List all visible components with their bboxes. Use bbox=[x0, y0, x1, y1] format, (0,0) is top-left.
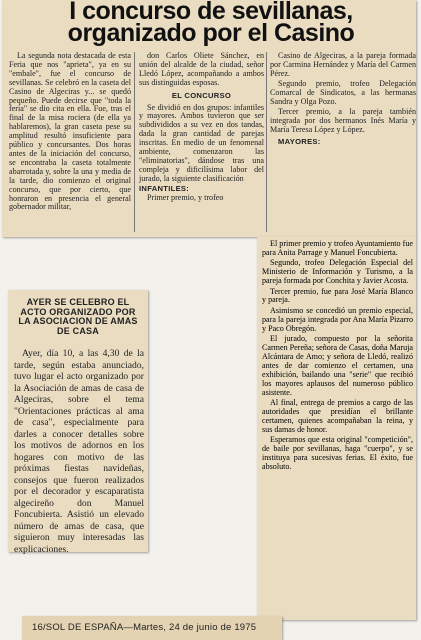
newspaper-footer-text: 16/SOL DE ESPAÑA—Martes, 24 de junio de 1975 bbox=[32, 622, 257, 633]
paragraph: Tercer premio, fue para José María Blanco y pareja. bbox=[262, 286, 413, 305]
article-column-1 bbox=[9, 52, 131, 214]
clipping-body bbox=[14, 348, 144, 555]
article-column-3-continued bbox=[262, 240, 413, 473]
paragraph: Al final, entrega de premios a cargo de las autoridades que presidían el brillante certamen, quienes acompañaban la reina, y sus damas de honor. bbox=[262, 397, 413, 434]
paragraph: Segundo premio, trofeo Delegación Comarcal de Sindicatos, a las hermanas Sandra y Olga Pozo. bbox=[270, 79, 416, 107]
paragraph: Ayer, día 10, a las 4,30 de la tarde, según estaba anunciado, tuvo lugar el acto organizado por la Asociación de amas de casa de Algeciras, sobre el tema "Orientaciones prácticas al ama de casa", especialmente para darles a conocer detalles sobre los motivos de adornos en los hogares con motivo de las próximas fiestas navideñas, consejos que fueron realizados por el decorador y escaparatista algecireño don Manuel Foncubierta. Asistió un elevado número de amas de casa, que siguieron muy interesadas las explicaciones. bbox=[14, 348, 144, 555]
section-heading: EL CONCURSO bbox=[171, 90, 232, 100]
column-divider bbox=[134, 52, 135, 232]
paragraph: El primer premio y trofeo Ayuntamiento fue para Anita Parrage y Manuel Foncubierta. bbox=[262, 239, 413, 257]
paragraph: Esperamos que esta original "competición", de baile por sevillanas, haga "cuerpo", y se instituya para sucesivas ferias. El éxito, fue absoluto. bbox=[262, 435, 413, 471]
main-article-clipping bbox=[2, 0, 416, 237]
paragraph: Se dividió en dos grupos: infantiles y mayores. Ambos tuvieron que ser subdivididos a su vez en dos tandas, dada la gran cantidad de parejas inscritas. En medio de un fenomenal ambiente, comenzaron las "eliminatorias", dándose tras una compleja y dificilísima labor del jurado, la siguiente clasificación bbox=[139, 102, 264, 183]
section-heading: MAYORES: bbox=[278, 137, 321, 147]
clipping-headline: AYER SE CELEBRO EL ACTO ORGANIZADO POR LA ASOCIACION DE AMAS DE CASA bbox=[18, 297, 138, 336]
amas-de-casa-clipping bbox=[8, 290, 148, 555]
article-headline: I concurso de sevillanas, organizado por el Casino bbox=[67, 0, 355, 47]
paragraph: Primer premio, y trofeo bbox=[147, 193, 224, 203]
paragraph: La segunda nota destacada de esta Feria que nos "aprieta", ya en su "embale", fue el concurso de sevillanas. Se celebró en la caseta del Casino de Algeciras y... se quedó pequeño. Puede decirse que "toda la feria" se dio cita en ella. Fue, tras el final de la misa rociera (de ella ya hablaremos), la gran caseta pese su amplitud resultó insuficiente para público y concursantes. Dos horas antes de la iniciación del concurso, se encontraba la caseta totalmente abarrotada y, sobre la una y media de la tarde, dio comienzo el original concurso, que por cierto, que honraron en presencia el general gobernador militar, bbox=[9, 51, 131, 212]
paragraph: El jurado, compuesto por la señorita Carmen Pereña; señora de Casas, doña Maruja Alcántara de Amo; y señora de Lledó, realizó antes de dar comienzo el certamen, una exhibición, bailando una "serie" que recibió los mayores aplausos del numeroso público asistente. bbox=[262, 334, 413, 397]
paragraph: Tercer premio, a la pareja también integrada por dos hermanos Inés María y María Teresa López y López. bbox=[270, 107, 416, 135]
section-heading: INFANTILES: bbox=[139, 184, 190, 194]
paragraph: Casino de Algeciras, a la pareja formada por Carmina Hernández y María del Carmen Pérez. bbox=[270, 51, 416, 78]
paragraph: Segundo, trofeo Delegación Especial del Ministerio de Información y Turismo, a la pareja formada por Conchita y Javier Acosta. bbox=[262, 258, 413, 286]
column-divider bbox=[266, 52, 267, 232]
paragraph: don Carlos Oliete Sánchez, en unión del alcalde de la ciudad, señor Lledó López, acompañando a ambos sus distinguidas esposas. bbox=[139, 51, 264, 87]
newspaper-footer-clipping bbox=[22, 616, 282, 640]
article-column-2 bbox=[139, 52, 264, 205]
paragraph: Asimismo se concedió un premio especial, para la pareja integrada por Ana María Pizarro y Paco Obregón. bbox=[262, 305, 413, 333]
article-column-3 bbox=[270, 52, 416, 148]
